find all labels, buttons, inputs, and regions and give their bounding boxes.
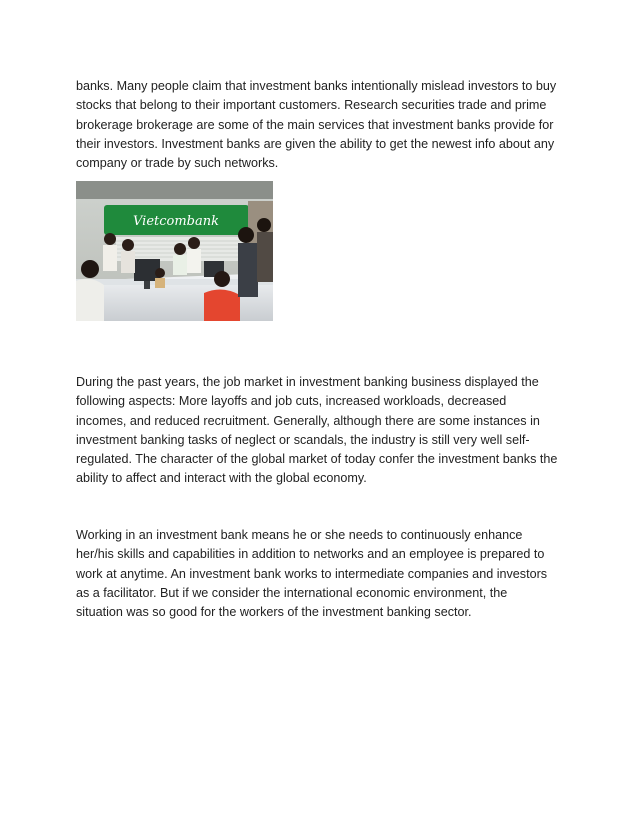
text-line: situation was so good for the workers of the investment banking sector. [76,605,472,620]
text-line: banks. Many people claim that investment banks intentionally mislead investors to buy [76,79,557,93]
paragraph-working-in-bank [76,526,568,622]
bank-office-photo [76,181,273,321]
text-line: work at anytime. An investment bank works to intermediate companies and investors [76,566,548,581]
text-line: Working in an investment bank means he or she needs to continuously enhance [76,528,523,542]
text-line: as a facilitator. But if we consider the international economic environment, the [76,585,508,600]
text-line: company or trade by such networks. [76,156,279,171]
bank-sign-text: Vietcombank [133,214,219,229]
text-line: investment banking tasks of neglect or scandals, the industry is still very well self- [76,432,530,447]
paragraph-banks-networks [76,77,568,173]
text-line: brokerage brokerage are some of the main services that investment banks provide for [76,117,554,132]
text-line: During the past years, the job market in investment banking business displayed the [76,375,539,389]
text-line: regulated. The character of the global market of today confer the investment banks the [76,452,558,467]
text-line: their investors. Investment banks are given the ability to get the newest info about any [76,136,555,151]
text-line: following aspects: More layoffs and job cuts, increased workloads, decreased [76,394,507,409]
text-line: ability to affect and interact with the global economy. [76,471,367,486]
paragraph-job-market [76,373,568,489]
text-line: incomes, and reduced recruitment. Generally, although there are some instances in [76,413,540,428]
text-line: stocks that belong to their important customers. Research securities trade and prime [76,98,547,113]
text-line: her/his skills and capabilities in addition to networks and an employee is prepared to [76,547,545,562]
